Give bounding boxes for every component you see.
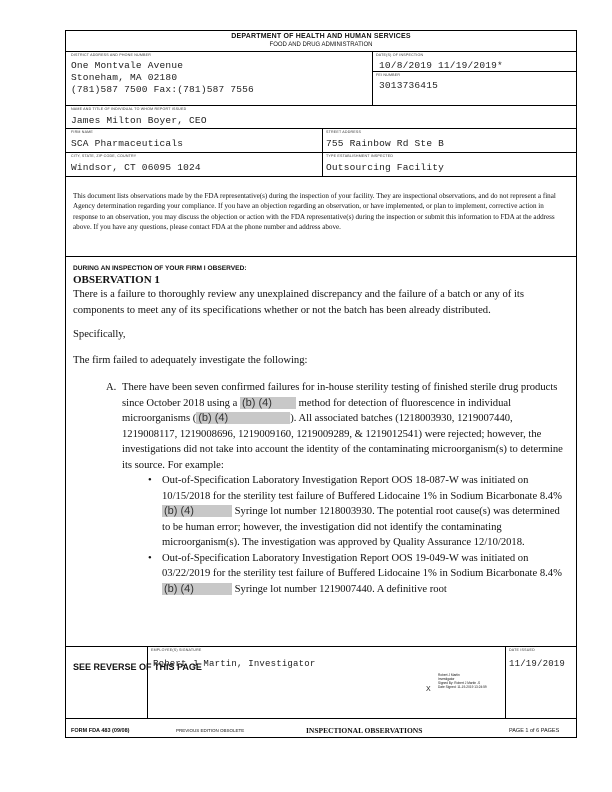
address-line1: One Montvale Avenue	[71, 60, 184, 71]
city-label: CITY, STATE, ZIP CODE, COUNTRY	[71, 154, 137, 158]
item-a	[106, 380, 566, 473]
specifically-text: Specifically,	[73, 329, 126, 340]
date-issued-value: 11/19/2019	[509, 659, 566, 669]
bullet-text-2: Syringe lot number 1219007440. A definitive root	[234, 583, 447, 595]
example-bullets	[148, 473, 562, 597]
department-heading: DEPARTMENT OF HEALTH AND HUMAN SERVICES	[231, 33, 411, 40]
sig-date-signed: Date Signed: 11-19-2019 13:24:59	[438, 685, 487, 689]
name-value: James Milton Boyer, CEO	[71, 115, 207, 126]
bullet-item	[148, 551, 562, 598]
item-a-text-1: There have been seven confirmed failures for in-house sterility testing of finished sterile drug products since October 2018 using a	[122, 382, 558, 409]
lead-text: The firm failed to adequately investigate the following:	[73, 355, 308, 366]
city-value: Windsor, CT 06095 1024	[71, 162, 201, 173]
sig-name: Robert J Martin	[438, 673, 460, 677]
see-reverse-label: SEE REVERSE OF THIS PAGE	[73, 662, 202, 672]
bullet-text-1: Out-of-Specification Laboratory Investigation Report OOS 18-087-W was initiated on 10/15/2018 for the sterility test failure of Buffered Lidocaine 1% in Sodium Bicarbonate 8.4%	[162, 475, 562, 502]
page-number: PAGE 1 of 6 PAGES	[509, 728, 560, 734]
fei-value: 3013736415	[379, 80, 439, 91]
district-label: DISTRICT ADDRESS AND PHONE NUMBER	[71, 53, 152, 57]
employee-value: Robert J Martin, Investigator	[153, 659, 316, 669]
street-label: STREET ADDRESS	[326, 130, 362, 134]
address-line3: (781)587 7500 Fax:(781)587 7556	[71, 84, 254, 95]
redaction-box: (b) (4)	[240, 397, 296, 409]
form-number: FORM FDA 483 (09/08)	[71, 728, 130, 734]
dates-value: 10/8/2019 11/19/2019*	[379, 60, 503, 71]
signature-mark: X	[426, 686, 431, 693]
redaction-box: (b) (4)	[162, 505, 232, 517]
redaction-box: (b) (4)	[196, 412, 290, 424]
type-value: Outsourcing Facility	[326, 162, 445, 173]
form-483	[65, 30, 577, 738]
bullet-dot: •	[148, 552, 152, 564]
firm-label: FIRM NAME	[71, 130, 93, 134]
sig-signed-by: Signed By: Robert J Martin -S	[438, 681, 481, 685]
bullet-item	[148, 473, 562, 551]
bullet-dot: •	[148, 475, 152, 486]
agency-heading: FOOD AND DRUG ADMINISTRATION	[269, 42, 373, 48]
item-a-text-2: method for detection of fluorescence in individual microorganisms (	[122, 397, 512, 424]
sig-title: Investigator	[438, 677, 455, 681]
fei-label: FEI NUMBER	[376, 73, 401, 77]
previous-edition: PREVIOUS EDITION OBSOLETE	[176, 728, 245, 733]
digital-signature	[438, 673, 487, 689]
bullet-text-2: Syringe lot number 1218003930. The potential root cause(s) was determined to be human error; however, the investigation did not identify the contaminating microorganism(s). The investigation was approved by Quality Assurance 12/10/2018.	[162, 506, 560, 548]
footer-title: INSPECTIONAL OBSERVATIONS	[306, 726, 423, 735]
dates-label: DATE(S) OF INSPECTION	[376, 53, 424, 57]
address-line2: Stoneham, MA 02180	[71, 72, 178, 83]
type-label: TYPE ESTABLISHMENT INSPECTED	[326, 154, 394, 158]
date-issued-label: DATE ISSUED	[509, 648, 535, 652]
firm-value: SCA Pharmaceuticals	[71, 138, 184, 149]
redaction-box: (b) (4)	[162, 583, 232, 595]
name-label: NAME AND TITLE OF INDIVIDUAL TO WHOM REPORT ISSUED	[71, 107, 187, 111]
item-a-text-3: ). All associated batches (1218003930, 1219007440, 1219008117, 1219008696, 1219009160, 1219009289, & 1219012541) were rejected; however, the investigations did not take into account the identity of the contaminating microorganism(s) to determine its source. For example:	[122, 413, 563, 471]
street-value: 755 Rainbow Rd Ste B	[326, 138, 445, 149]
bullet-text-1: Out-of-Specification Laboratory Investigation Report OOS 19-049-W was initiated on 03/22/2019 for the sterility test failure of Buffered Lidocaine 1% in Sodium Bicarbonate 8.4%	[162, 552, 562, 579]
section-label: DURING AN INSPECTION OF YOUR FIRM I OBSERVED:	[73, 265, 247, 272]
observation-intro: There is a failure to thoroughly review any unexplained discrepancy and the failure of a batch or any of its components to meet any of its specifications whether or not the batch has been already distributed.	[73, 289, 524, 316]
notice-paragraph: This document lists observations made by the FDA representative(s) during the inspection of your facility. They are inspectional observations, and do not represent a final Agency determination regarding your compliance. If you have an objection regarding an observation, or have implemented, or plan to implement, corrective action in response to an observation, you may discuss the objection or action with the FDA representative(s) during the inspection or submit this information to FDA at the address above. If you have any questions, please contact FDA at the phone number and address above.	[73, 192, 556, 232]
employee-label: EMPLOYEE(S) SIGNATURE	[151, 648, 202, 652]
observation-title: OBSERVATION 1	[73, 274, 160, 286]
item-a-marker: A.	[106, 382, 117, 393]
